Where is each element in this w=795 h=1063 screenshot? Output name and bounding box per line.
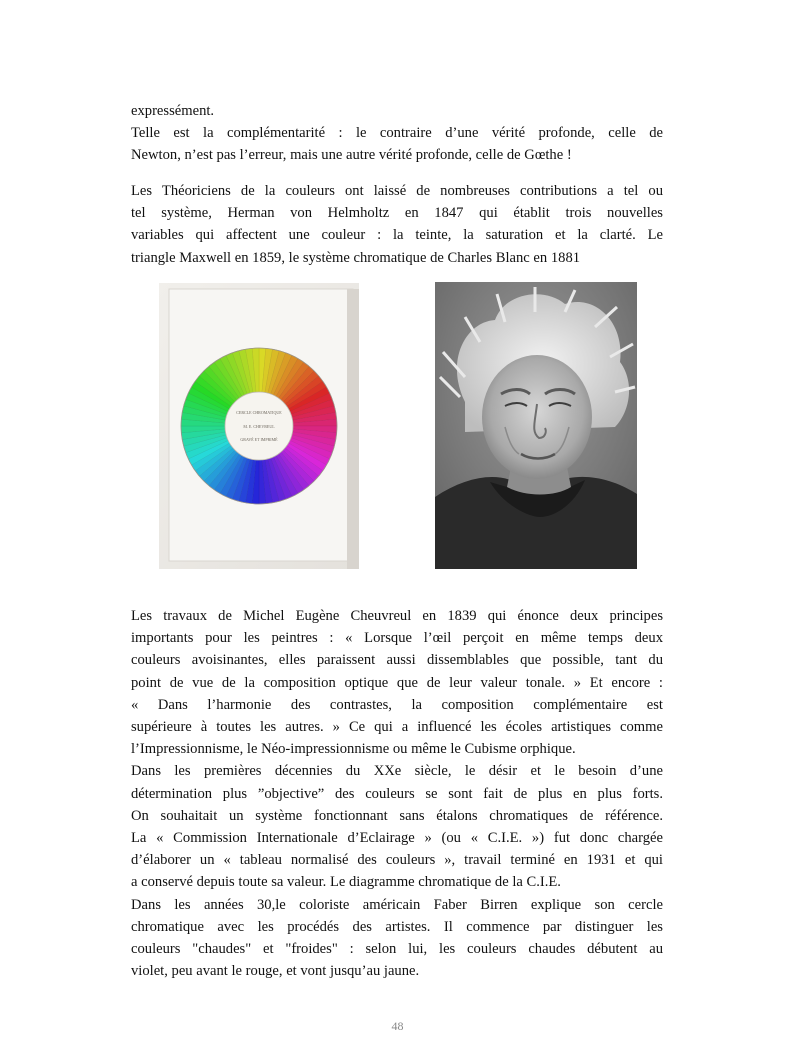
text-line: point de vue de la composition optique que de leur valeur tonale. » Et encore : — [131, 674, 663, 691]
text-line: importants pour les peintres : « Lorsque l’œil perçoit en même temps deux — [131, 630, 663, 647]
text-line: Newton, n’est pas l’erreur, mais une autre vérité profonde, celle de Gœthe ! — [131, 147, 572, 164]
text-line: l’Impressionnisme, le Néo-impressionnisme ou même le Cubisme orphique. — [131, 741, 576, 758]
text-line: « Dans l’harmonie des contrastes, la composition complémentaire est — [131, 696, 663, 713]
main-paragraph — [131, 605, 663, 982]
text-line: supérieure à toutes les autres. » Ce qui a influencé les écoles artistiques comme — [131, 719, 663, 736]
portrait-photo-figure — [435, 282, 637, 569]
portrait-photo-image — [435, 282, 637, 569]
text-line: détermination plus ”objective” des couleurs se sont fait de plus en plus forts. — [131, 785, 663, 802]
chromatic-circle-image — [159, 283, 359, 569]
intro-paragraph — [131, 100, 663, 167]
text-line: couleurs "chaudes" et "froides" : selon lui, les couleurs chaudes débutent au — [131, 941, 663, 958]
text-line: variables qui affectent une couleur : la teinte, la saturation et la clarté. Le — [131, 227, 663, 244]
chromatic-circle-figure — [159, 283, 359, 569]
plate-title-line: M. E. CHEVREUL — [243, 424, 275, 429]
text-line: chromatique avec les procédés des artistes. Il commence par distinguer les — [131, 918, 663, 935]
text-line: Les travaux de Michel Eugène Cheuvreul en 1839 qui énonce deux principes — [131, 608, 663, 624]
plate-title-line: CERCLE CHROMATIQUE — [236, 410, 282, 415]
text-line: Les Théoriciens de la couleurs ont laissé de nombreuses contributions a tel ou — [131, 183, 663, 199]
theorists-paragraph — [131, 180, 663, 269]
text-line: expressément. — [131, 103, 215, 119]
page-number: 48 — [391, 1019, 404, 1033]
text-line: On souhaitait un système fonctionnant sans étalons chromatiques de référence. — [131, 807, 663, 824]
plate-title-line: GRAVÉ ET IMPRIMÉ — [240, 437, 278, 442]
text-line: La « Commission Internationale d’Eclairage » (ou « C.I.E. ») fut donc chargée — [131, 830, 663, 847]
text-line: Telle est la complémentarité : le contraire d’une vérité profonde, celle de — [131, 125, 663, 142]
text-line: tel système, Herman von Helmholtz en 1847 qui établit trois nouvelles — [131, 205, 663, 222]
text-line: couleurs avoisinantes, elles paraissent aussi dissemblables que possible, tant du — [131, 652, 663, 669]
text-line: Dans les premières décennies du XXe siècle, le désir et le besoin d’une — [131, 763, 663, 780]
text-line: a conservé depuis toute sa valeur. Le diagramme chromatique de la C.I.E. — [131, 874, 561, 891]
text-line: violet, peu avant le rouge, et vont jusqu’au jaune. — [131, 963, 420, 980]
text-line: Dans les années 30,le coloriste américain Faber Birren explique son cercle — [131, 896, 663, 913]
text-line: triangle Maxwell en 1859, le système chromatique de Charles Blanc en 1881 — [131, 249, 581, 266]
text-line: d’élaborer un « tableau normalisé des couleurs », travail terminé en 1931 et qui — [131, 852, 663, 869]
